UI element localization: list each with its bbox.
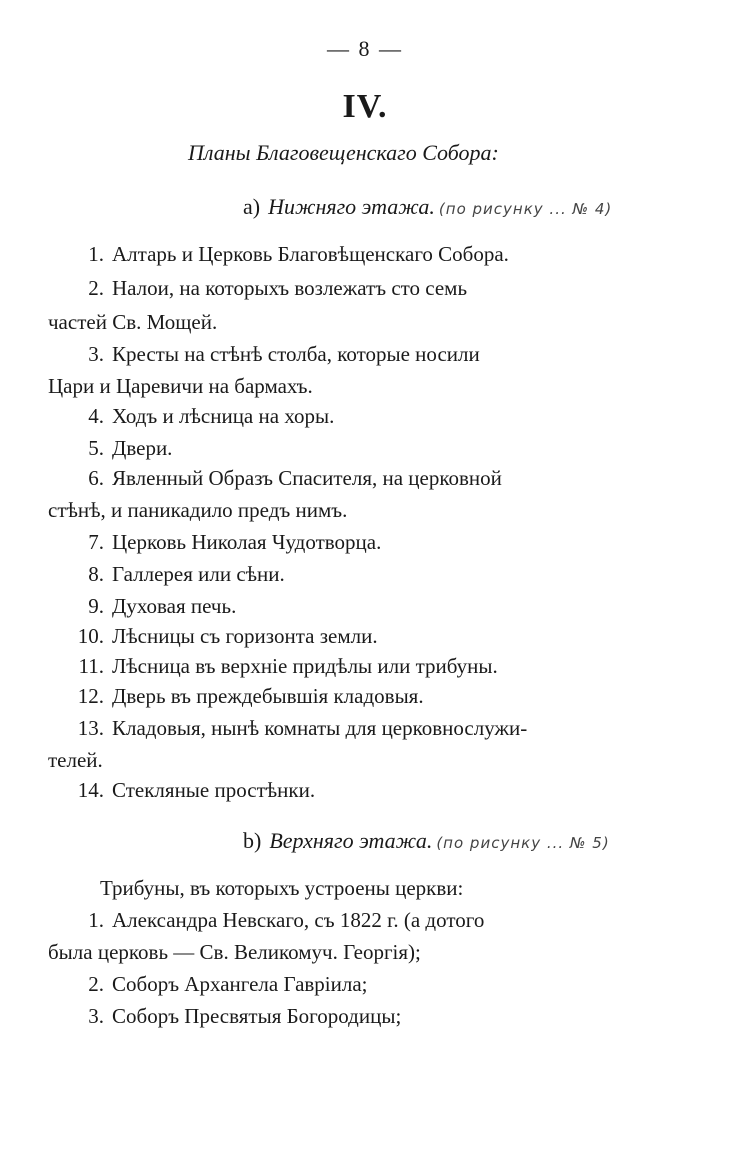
handwritten-note: (по рисунку ... № 5) (436, 834, 610, 852)
item-number: 1. (88, 242, 104, 266)
page-title: Планы Благовещенскаго Собора: (188, 140, 499, 165)
item-continuation: частей Св. Мощей. (48, 310, 218, 334)
item-number: 8. (88, 562, 104, 586)
item-text: Дверь въ преждебывшія кладовыя. (112, 684, 424, 708)
item-number: 3. (88, 1004, 104, 1028)
item-text: Соборъ Архангела Гавріила; (112, 972, 368, 996)
subheading-label: Нижняго этажа. (268, 194, 435, 219)
item-text: Александра Невскаго, съ 1822 г. (а дотого (112, 908, 485, 932)
item-number: 9. (88, 594, 104, 618)
subheading-letter: b) (243, 828, 262, 853)
item-number: 11. (78, 654, 104, 678)
item-text: Налои, на которыхъ возлежатъ сто семь (112, 276, 468, 300)
item-text: Лѣсница въ верхніе придѣлы или трибуны. (112, 654, 498, 678)
item-text: Галлерея или сѣни. (112, 562, 285, 586)
item-continuation: Цари и Царевичи на бармахъ. (48, 374, 313, 398)
item-continuation: была церковь — Св. Великомуч. Георгія); (48, 940, 421, 964)
section-intro: Трибуны, въ которыхъ устроены церкви: (100, 876, 464, 900)
item-number: 10. (77, 624, 104, 648)
item-text: Духовая печь. (112, 594, 237, 618)
item-text: Церковь Николая Чудотворца. (112, 530, 382, 554)
item-number: 13. (77, 716, 104, 740)
item-text: Лѣсницы съ горизонта земли. (112, 624, 378, 648)
item-number: 1. (88, 908, 104, 932)
item-text: Ходъ и лѣсница на хоры. (112, 404, 335, 428)
item-number: 5. (88, 436, 104, 460)
item-number: 12. (77, 684, 104, 708)
item-text: Кресты на стѣнѣ столба, которые носили (112, 342, 480, 366)
subheading-lower-floor (243, 194, 612, 220)
item-number: 4. (88, 404, 104, 428)
subheading-upper-floor (243, 828, 610, 854)
item-text: Двери. (112, 436, 173, 460)
item-number: 2. (88, 972, 104, 996)
handwritten-note: (по рисунку ... № 4) (438, 200, 613, 218)
item-text: Алтарь и Церковь Благовѣщенскаго Собора. (112, 242, 509, 266)
item-text: Соборъ Пресвятыя Богородицы; (112, 1004, 402, 1028)
subheading-label: Верхняго этажа. (269, 828, 433, 853)
page-number: — 8 — (327, 36, 403, 61)
item-text: Кладовыя, нынѣ комнаты для церковнослужи- (112, 716, 528, 740)
item-number: 6. (88, 466, 104, 490)
item-text: Явленный Образъ Спасителя, на церковной (112, 466, 502, 490)
item-text: Стекляные простѣнки. (112, 778, 316, 802)
item-continuation: стѣнѣ, и паникадило предъ нимъ. (48, 498, 348, 522)
item-number: 14. (77, 778, 104, 802)
item-number: 2. (88, 276, 104, 300)
section-number: IV. (342, 88, 388, 125)
subheading-letter: a) (243, 194, 261, 219)
item-number: 7. (88, 530, 104, 554)
item-continuation: телей. (48, 748, 103, 772)
item-number: 3. (88, 342, 104, 366)
